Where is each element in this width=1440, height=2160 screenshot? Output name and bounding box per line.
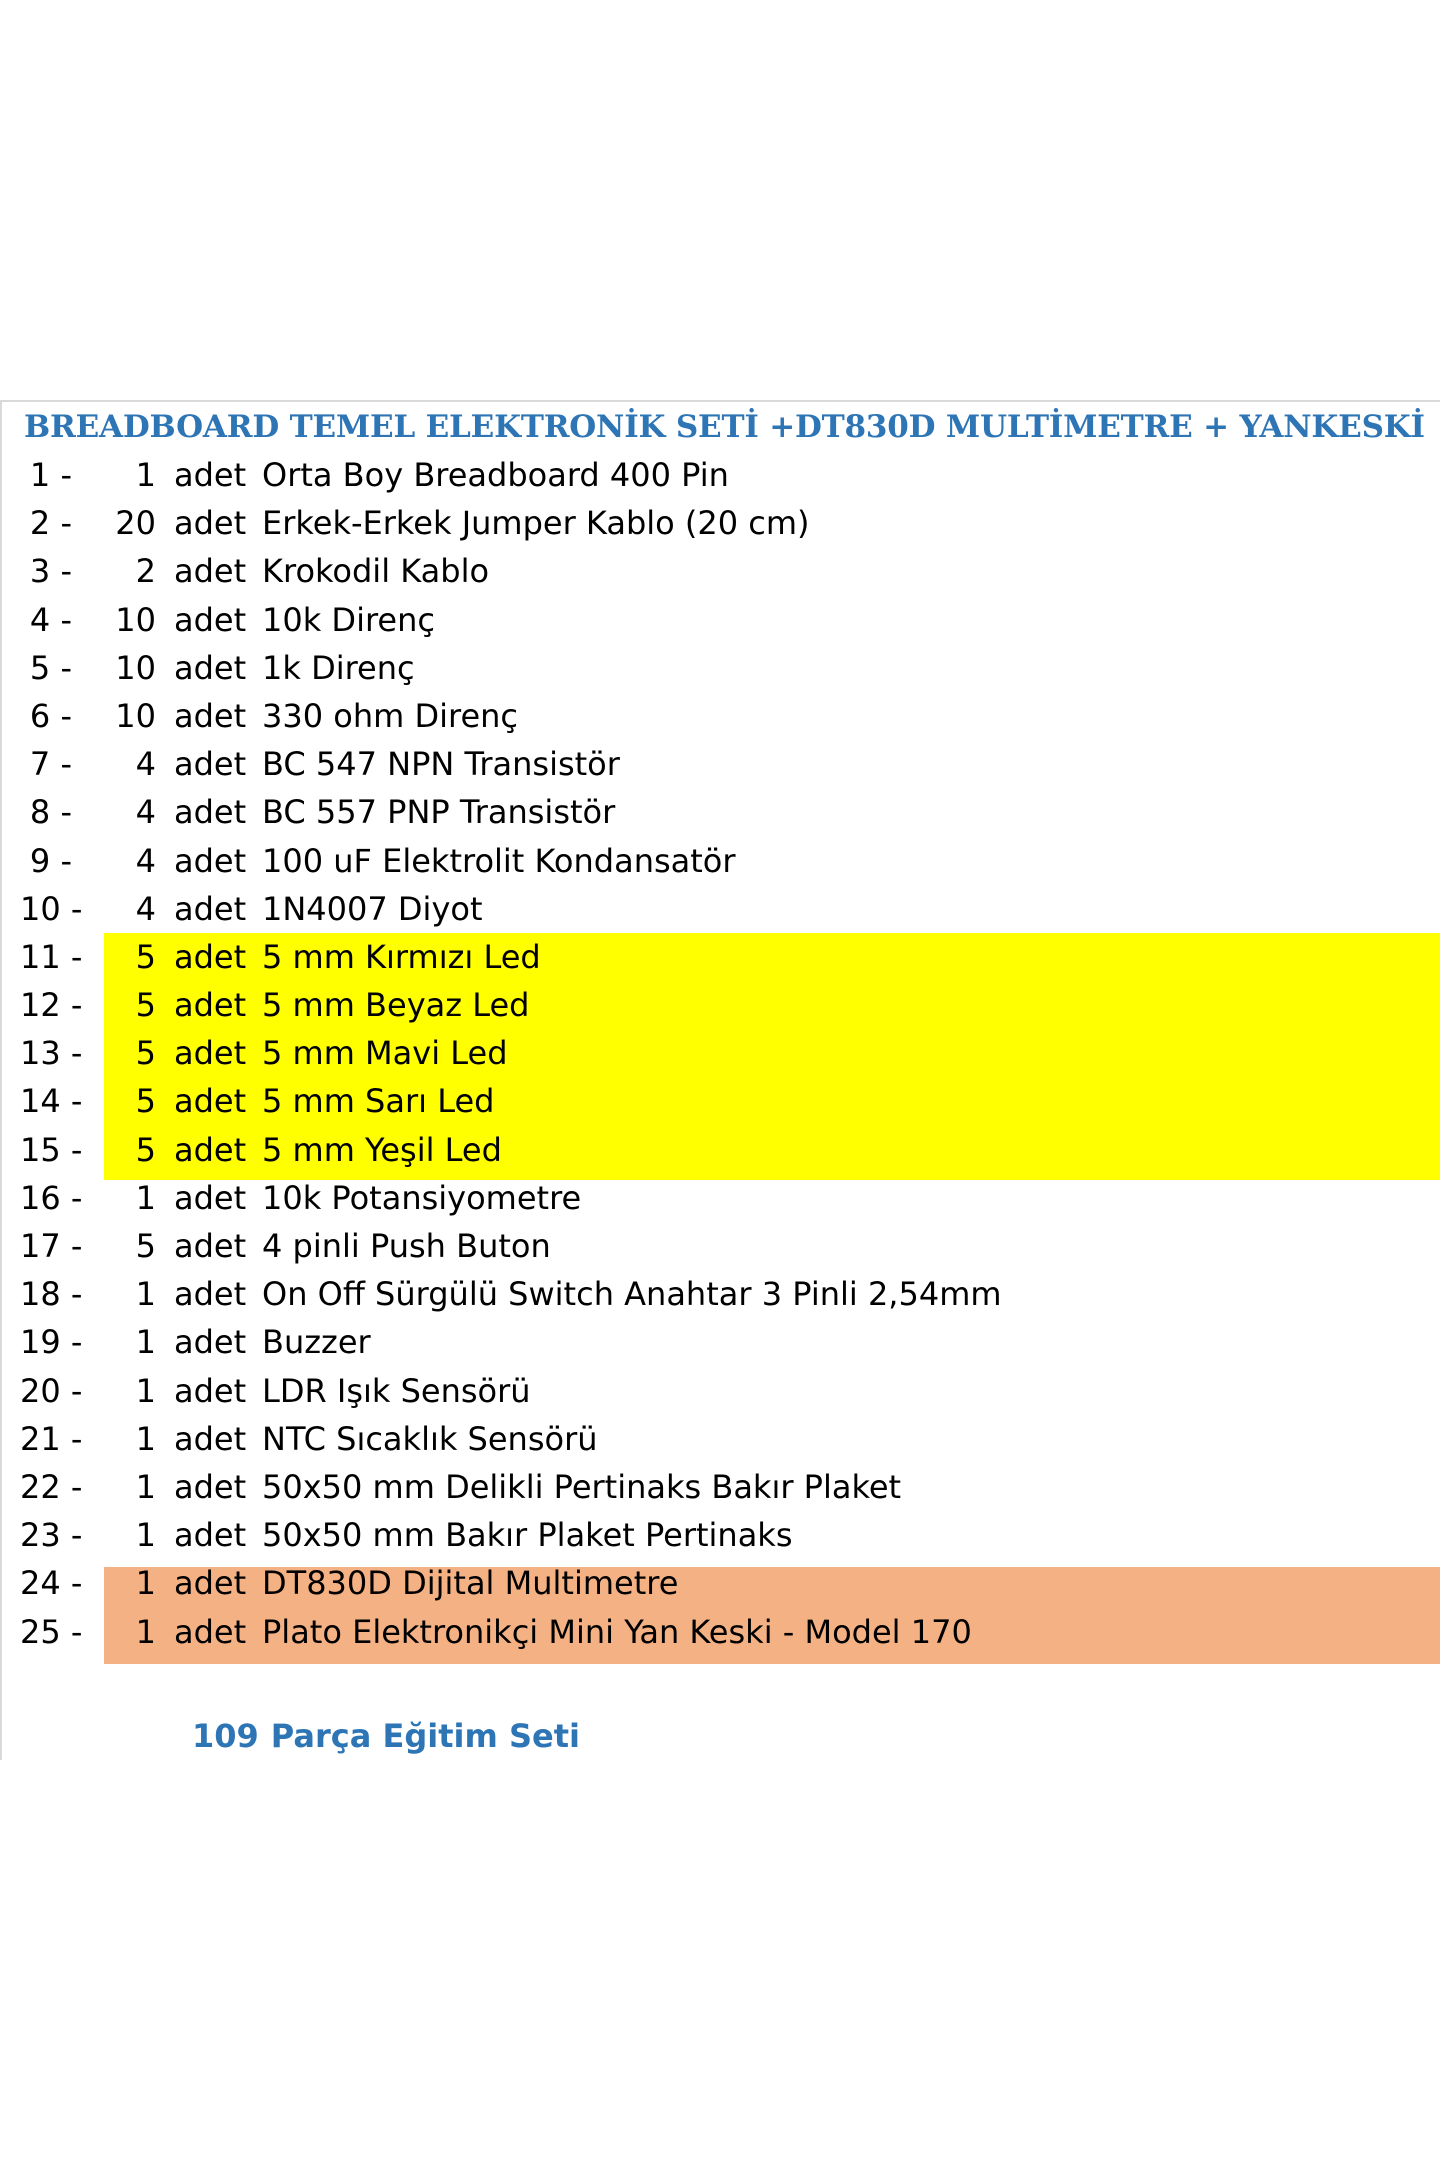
item-description: 10k Potansiyometre	[262, 1178, 582, 1217]
item-description: 5 mm Mavi Led	[262, 1034, 508, 1073]
list-item	[0, 1222, 1440, 1270]
item-description: 10k Direnç	[262, 600, 435, 639]
item-number: 3 -	[29, 552, 72, 591]
list-item	[0, 885, 1440, 933]
item-quantity: 1	[135, 456, 156, 494]
item-quantity: 1	[135, 1564, 156, 1603]
parts-list	[0, 451, 1440, 1656]
item-quantity: 4	[135, 745, 156, 784]
item-number: 1 -	[29, 456, 72, 494]
item-number: 22 -	[20, 1467, 83, 1506]
item-quantity: 10	[115, 696, 156, 735]
list-item	[0, 1270, 1440, 1318]
item-quantity: 1	[135, 1516, 156, 1555]
item-unit: adet	[174, 986, 247, 1025]
item-unit: adet	[174, 696, 247, 735]
item-unit: adet	[174, 1034, 247, 1073]
item-description: 5 mm Beyaz Led	[262, 986, 530, 1025]
item-description: Plato Elektronikçi Mini Yan Keski - Model 170	[262, 1612, 972, 1651]
item-quantity: 20	[115, 504, 156, 543]
item-quantity: 5	[135, 1082, 156, 1121]
item-description: NTC Sıcaklık Sensörü	[262, 1419, 598, 1458]
set-summary	[192, 1712, 580, 1760]
item-description: 5 mm Yeşil Led	[262, 1130, 502, 1169]
item-unit: adet	[174, 600, 247, 639]
item-number: 14 -	[20, 1082, 83, 1121]
item-description: Orta Boy Breadboard 400 Pin	[262, 456, 729, 494]
item-quantity: 10	[115, 648, 156, 687]
item-unit: adet	[174, 793, 247, 832]
item-quantity: 1	[135, 1178, 156, 1217]
item-quantity: 4	[135, 841, 156, 880]
item-number: 23 -	[20, 1516, 83, 1555]
item-unit: adet	[174, 841, 247, 880]
item-description: 50x50 mm Delikli Pertinaks Bakır Plaket	[262, 1467, 902, 1506]
item-quantity: 1	[135, 1419, 156, 1458]
item-unit: adet	[174, 937, 247, 976]
item-description: On Off Sürgülü Switch Anahtar 3 Pinli 2,54mm	[262, 1275, 1002, 1314]
item-number: 12 -	[20, 986, 83, 1025]
item-unit: adet	[174, 1516, 247, 1555]
item-description: 50x50 mm Bakır Plaket Pertinaks	[262, 1516, 793, 1555]
item-quantity: 5	[135, 1130, 156, 1169]
list-item	[0, 933, 1440, 981]
item-description: LDR Işık Sensörü	[262, 1371, 531, 1410]
item-number: 19 -	[20, 1323, 83, 1362]
item-description: 5 mm Sarı Led	[262, 1082, 495, 1121]
list-item	[0, 1126, 1440, 1174]
item-unit: adet	[174, 1082, 247, 1121]
list-item	[0, 1174, 1440, 1222]
item-quantity: 2	[135, 552, 156, 591]
item-number: 4 -	[29, 600, 72, 639]
item-unit: adet	[174, 552, 247, 591]
item-number: 8 -	[29, 793, 72, 832]
item-unit: adet	[174, 1275, 247, 1314]
item-description: Krokodil Kablo	[262, 552, 490, 591]
item-number: 20 -	[20, 1371, 83, 1410]
item-number: 25 -	[20, 1612, 83, 1651]
item-unit: adet	[174, 1323, 247, 1362]
item-quantity: 1	[135, 1371, 156, 1410]
list-item	[0, 1415, 1440, 1463]
item-description: BC 557 PNP Transistör	[262, 793, 616, 832]
item-description: BC 547 NPN Transistör	[262, 745, 620, 784]
item-quantity: 10	[115, 600, 156, 639]
item-number: 24 -	[20, 1564, 83, 1603]
item-unit: adet	[174, 1178, 247, 1217]
item-unit: adet	[174, 1612, 247, 1651]
item-unit: adet	[174, 1419, 247, 1458]
item-description: 4 pinli Push Buton	[262, 1227, 551, 1265]
item-description: 1k Direnç	[262, 648, 415, 687]
item-description: 5 mm Kırmızı Led	[262, 937, 541, 976]
item-unit: adet	[174, 1227, 247, 1265]
item-unit: adet	[174, 504, 247, 543]
item-number: 5 -	[29, 648, 72, 687]
item-unit: adet	[174, 456, 247, 494]
item-quantity: 5	[135, 937, 156, 976]
item-number: 11 -	[20, 937, 83, 976]
list-item	[0, 547, 1440, 595]
set-summary-label: Parça Eğitim Seti	[270, 1717, 580, 1755]
list-item	[0, 596, 1440, 644]
item-quantity: 5	[135, 1227, 156, 1265]
item-quantity: 1	[135, 1467, 156, 1506]
item-quantity: 4	[135, 793, 156, 832]
item-number: 18 -	[20, 1275, 83, 1314]
list-item	[0, 788, 1440, 836]
item-number: 13 -	[20, 1034, 83, 1073]
item-quantity: 1	[135, 1323, 156, 1362]
list-item	[0, 1318, 1440, 1366]
item-quantity: 5	[135, 986, 156, 1025]
list-item	[0, 1077, 1440, 1125]
part-count: 109	[192, 1717, 259, 1755]
list-item	[0, 451, 1440, 499]
item-unit: adet	[174, 1564, 247, 1603]
item-unit: adet	[174, 745, 247, 784]
item-quantity: 4	[135, 889, 156, 928]
item-description: Erkek-Erkek Jumper Kablo (20 cm)	[262, 504, 810, 543]
list-item	[0, 837, 1440, 885]
list-item	[0, 644, 1440, 692]
item-number: 16 -	[20, 1178, 83, 1217]
list-item	[0, 1029, 1440, 1077]
item-quantity: 1	[135, 1612, 156, 1651]
item-unit: adet	[174, 648, 247, 687]
item-description: 330 ohm Direnç	[262, 696, 518, 735]
list-item	[0, 1511, 1440, 1559]
list-item	[0, 1367, 1440, 1415]
item-description: Buzzer	[262, 1323, 371, 1362]
item-unit: adet	[174, 1130, 247, 1169]
item-number: 6 -	[29, 696, 72, 735]
item-number: 9 -	[29, 841, 72, 880]
item-unit: adet	[174, 889, 247, 928]
list-item	[0, 692, 1440, 740]
list-item	[0, 1463, 1440, 1511]
item-unit: adet	[174, 1371, 247, 1410]
item-number: 21 -	[20, 1419, 83, 1458]
item-number: 15 -	[20, 1130, 83, 1169]
item-description: 100 uF Elektrolit Kondansatör	[262, 841, 736, 880]
list-item	[0, 1608, 1440, 1656]
item-quantity: 1	[135, 1275, 156, 1314]
item-unit: adet	[174, 1467, 247, 1506]
item-description: DT830D Dijital Multimetre	[262, 1564, 679, 1603]
list-item	[0, 981, 1440, 1029]
item-quantity: 5	[135, 1034, 156, 1073]
list-item	[0, 499, 1440, 547]
item-number: 2 -	[29, 504, 72, 543]
item-number: 7 -	[29, 745, 72, 784]
list-item	[0, 740, 1440, 788]
item-description: 1N4007 Diyot	[262, 889, 483, 928]
list-item	[0, 1559, 1440, 1607]
item-number: 10 -	[20, 889, 83, 928]
page-title: BREADBOARD TEMEL ELEKTRONİK SETİ +DT830D MULTİMETRE + YANKESKİ	[24, 409, 1425, 445]
item-number: 17 -	[20, 1227, 83, 1265]
